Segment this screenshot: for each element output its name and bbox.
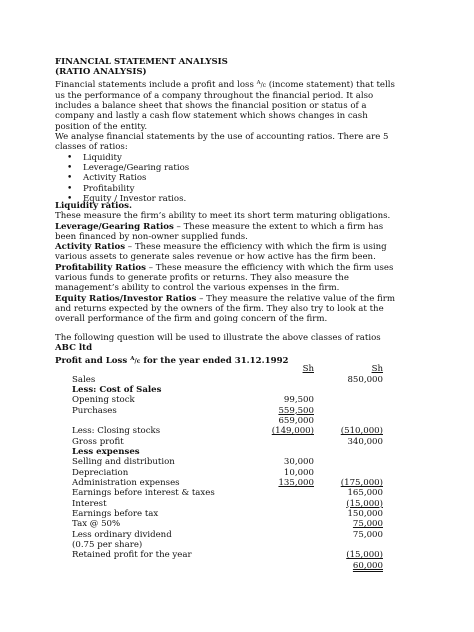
row-label: Less expenses xyxy=(72,446,140,457)
amount-cell: 559,500 xyxy=(278,405,314,416)
total-cell: 150,000 xyxy=(347,509,383,520)
column-header: Sh xyxy=(302,364,314,374)
table-row xyxy=(0,519,474,529)
row-label: Less: Cost of Sales xyxy=(72,384,162,395)
table-row xyxy=(0,395,474,405)
table-row xyxy=(0,447,474,457)
table-header-row xyxy=(0,364,474,374)
table-row xyxy=(0,406,474,416)
amount-cell: 10,000 xyxy=(283,467,314,478)
amount-cell: 135,000 xyxy=(278,478,314,488)
row-label: Selling and distribution xyxy=(72,457,175,468)
total-cell: 60,000 xyxy=(352,560,383,571)
column-header: Sh xyxy=(371,364,383,374)
row-label: (0.75 per share) xyxy=(72,540,143,551)
intro-paragraph xyxy=(55,78,405,132)
table-row xyxy=(0,561,474,571)
equity-paragraph xyxy=(55,294,405,325)
activity-title: Activity Ratios xyxy=(55,242,126,253)
row-label: Sales xyxy=(72,374,96,385)
table-row xyxy=(0,499,474,509)
table-row xyxy=(0,426,474,436)
row-label: Earnings before tax xyxy=(72,509,159,520)
intro-text-b: (income statement) that tells us the performance of a company throughout the financial period. It also includes a balance sheet that shows the financial position or status of a company and lastly a cash flow statement which shows changes in cash position of the entity. xyxy=(55,79,395,132)
leverage-text: – These measure the extent to which a firm has been financed by non-owner supplied funds. xyxy=(55,221,384,242)
row-label: Retained profit for the year xyxy=(72,550,192,561)
table-row xyxy=(0,375,474,385)
list-item: • Liquidity xyxy=(55,153,405,163)
table-row xyxy=(0,488,474,498)
amount-cell: 99,500 xyxy=(283,395,314,406)
row-label: Opening stock xyxy=(72,395,135,406)
document-subheading: (RATIO ANALYSIS) xyxy=(55,67,147,78)
profitability-title: Profitability Ratios xyxy=(55,262,146,273)
amount-cell: (149,000) xyxy=(271,426,314,437)
activity-paragraph xyxy=(55,242,405,263)
total-cell: (175,000) xyxy=(340,478,383,488)
amount-cell: 30,000 xyxy=(283,457,314,468)
row-label: Earnings before interest & taxes xyxy=(72,488,215,499)
total-cell: 340,000 xyxy=(347,436,383,447)
list-item: • Profitability xyxy=(55,184,405,194)
row-label: Depreciation xyxy=(72,467,129,478)
liquidity-text: These measure the firm’s ability to meet its short term maturing obligations. xyxy=(55,211,391,222)
total-cell: 850,000 xyxy=(347,374,383,385)
intro-classes-text: We analyse financial statements by the use of accounting ratios. There are 5 classes of ratios: xyxy=(55,132,389,153)
row-label: Interest xyxy=(72,498,107,509)
leverage-title: Leverage/Gearing Ratios xyxy=(55,221,174,232)
table-row xyxy=(0,550,474,560)
row-label: Less ordinary dividend xyxy=(72,529,172,540)
liquidity-title: Liquidity ratios. xyxy=(55,201,132,211)
total-cell: 165,000 xyxy=(347,488,383,499)
row-label: Tax @ 50% xyxy=(72,519,121,530)
intro-text-a: Financial statements include a profit and loss xyxy=(55,79,254,90)
equity-title: Equity Ratios/Investor Ratios xyxy=(55,293,197,304)
row-label: Less: Closing stocks xyxy=(72,426,161,437)
equity-text: – They measure the relative value of the firm and returns expected by the owners of the firm. They also try to look at the overall performance of the firm and going concern of the firm. xyxy=(55,293,396,325)
statement-title: Profit and Loss $^A$/c for the year ended 31.12.1992 xyxy=(55,355,289,366)
document-heading: FINANCIAL STATEMENT ANALYSIS xyxy=(55,57,228,67)
table-row xyxy=(0,416,474,426)
list-item: • Leverage/Gearing ratios xyxy=(55,163,405,173)
table-row xyxy=(0,530,474,540)
table-row xyxy=(0,478,474,488)
table-row xyxy=(0,540,474,550)
list-item: • Equity / Investor ratios. xyxy=(55,194,405,204)
table-row xyxy=(0,385,474,395)
amount-cell: 659,000 xyxy=(278,415,314,426)
total-cell: (15,000) xyxy=(346,498,383,509)
profitability-paragraph xyxy=(55,263,405,294)
total-cell: 75,000 xyxy=(352,529,383,540)
ratio-definitions xyxy=(55,201,405,325)
table-row xyxy=(0,468,474,478)
row-label: Purchases xyxy=(72,405,117,416)
list-item: • Activity Ratios xyxy=(55,173,405,183)
activity-text: – These measure the efficiency with which the firm is using various assets to generate sales revenue or how active has the firm been. xyxy=(55,242,387,263)
total-cell: 75,000 xyxy=(352,519,383,530)
total-cell: (15,000) xyxy=(346,550,383,561)
leverage-paragraph xyxy=(55,222,405,243)
row-label: Gross profit xyxy=(72,436,124,447)
table-row xyxy=(0,437,474,447)
ratio-class-list xyxy=(55,153,405,204)
table-row xyxy=(0,457,474,467)
question-text: The following question will be used to illustrate the above classes of ratios xyxy=(55,333,381,343)
total-cell: (510,000) xyxy=(340,426,383,437)
row-label: Administration expenses xyxy=(72,478,180,488)
account-fraction: $^A$/c xyxy=(256,79,266,89)
company-name: ABC ltd xyxy=(55,343,93,354)
table-row xyxy=(0,509,474,519)
question-section xyxy=(55,333,405,367)
profitability-text: – These measure the efficiency with which the firm uses various funds to generate profits or returns. They also measure the management’s ability to control the various expenses in the firm. xyxy=(55,262,394,294)
intro-section xyxy=(55,57,405,204)
